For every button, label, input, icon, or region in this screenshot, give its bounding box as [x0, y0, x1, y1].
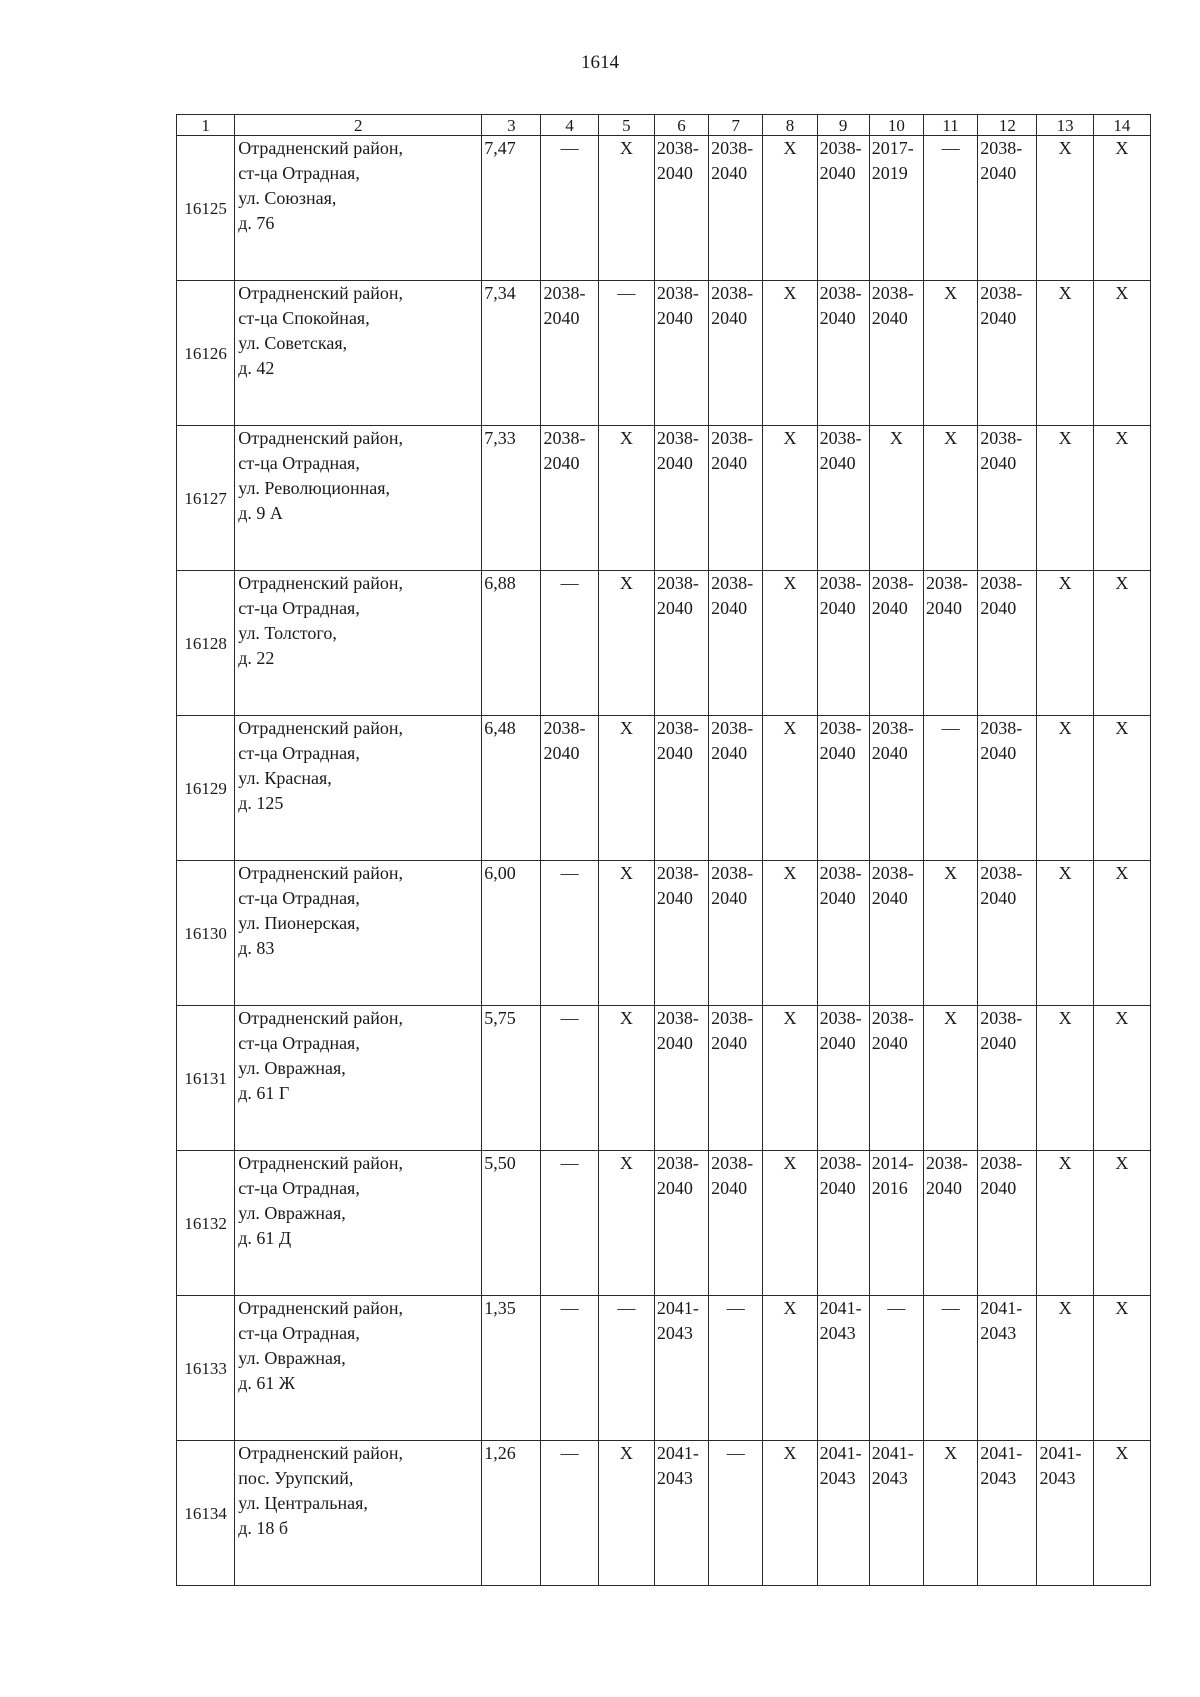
address-cell	[235, 861, 482, 1006]
address-line: ул. Советская,	[238, 333, 348, 353]
cell-c13: X	[1037, 861, 1093, 1006]
cell-c4: —	[541, 136, 598, 281]
cell-c13: X	[1037, 1151, 1093, 1296]
cell-c12: 2041- 2043	[978, 1441, 1037, 1586]
table-row	[177, 136, 1151, 281]
address-line: Отрадненский район,	[238, 1298, 403, 1318]
address-line: Отрадненский район,	[238, 1443, 403, 1463]
cell-c11: 2038- 2040	[924, 1151, 978, 1296]
cell-c11: 2038- 2040	[924, 571, 978, 716]
cell-c6: 2038- 2040	[654, 426, 708, 571]
table-row	[177, 1441, 1151, 1586]
cell-c4: —	[541, 1296, 598, 1441]
cell-c12: 2038- 2040	[978, 136, 1037, 281]
address-line: д. 22	[238, 648, 275, 668]
cell-c4: 2038- 2040	[541, 426, 598, 571]
address-line: ул. Овражная,	[238, 1203, 346, 1223]
address-line: ст-ца Отрадная,	[238, 163, 360, 183]
cell-c12: 2038- 2040	[978, 1151, 1037, 1296]
header-cell: 11	[924, 115, 978, 136]
address-line: ул. Пионерская,	[238, 913, 360, 933]
cell-c13: X	[1037, 426, 1093, 571]
cell-c11: —	[924, 136, 978, 281]
cell-c13: X	[1037, 571, 1093, 716]
address-line: ул. Революционная,	[238, 478, 391, 498]
address-line: ул. Овражная,	[238, 1348, 346, 1368]
address-line: ул. Союзная,	[238, 188, 337, 208]
cell-c3: 6,48	[482, 716, 541, 861]
cell-c5: X	[598, 1441, 654, 1586]
address-line: Отрадненский район,	[238, 1008, 403, 1028]
cell-c11: —	[924, 1296, 978, 1441]
address-line: ул. Толстого,	[238, 623, 337, 643]
cell-c14: X	[1093, 136, 1150, 281]
address-line: пос. Урупский,	[238, 1468, 354, 1488]
cell-c5: X	[598, 716, 654, 861]
header-cell: 10	[869, 115, 923, 136]
cell-c3: 7,34	[482, 281, 541, 426]
address-line: ст-ца Отрадная,	[238, 1033, 360, 1053]
cell-c12: 2038- 2040	[978, 281, 1037, 426]
cell-c14: X	[1093, 1006, 1150, 1151]
cell-c10: 2038- 2040	[869, 281, 923, 426]
header-row	[177, 115, 1151, 136]
address-line: д. 9 А	[238, 503, 283, 523]
address-line: ст-ца Спокойная,	[238, 308, 370, 328]
header-cell: 12	[978, 115, 1037, 136]
row-number: 16132	[177, 1151, 235, 1296]
cell-c4: 2038- 2040	[541, 281, 598, 426]
cell-c13: X	[1037, 1006, 1093, 1151]
address-line: д. 83	[238, 938, 275, 958]
cell-c9: 2041- 2043	[817, 1296, 869, 1441]
cell-c5: —	[598, 281, 654, 426]
cell-c8: X	[763, 281, 817, 426]
cell-c4: —	[541, 571, 598, 716]
cell-c8: X	[763, 1296, 817, 1441]
address-line: ул. Овражная,	[238, 1058, 346, 1078]
address-line: ст-ца Отрадная,	[238, 1323, 360, 1343]
cell-c10: —	[869, 1296, 923, 1441]
registry-table	[176, 114, 1151, 1586]
cell-c12: 2038- 2040	[978, 571, 1037, 716]
cell-c3: 6,88	[482, 571, 541, 716]
cell-c5: X	[598, 571, 654, 716]
row-number: 16134	[177, 1441, 235, 1586]
cell-c6: 2041- 2043	[654, 1296, 708, 1441]
header-cell: 5	[598, 115, 654, 136]
cell-c9: 2038- 2040	[817, 716, 869, 861]
address-line: д. 61 Г	[238, 1083, 290, 1103]
row-number: 16127	[177, 426, 235, 571]
cell-c7: 2038- 2040	[709, 281, 763, 426]
address-cell	[235, 136, 482, 281]
cell-c11: X	[924, 1006, 978, 1151]
cell-c10: 2041- 2043	[869, 1441, 923, 1586]
cell-c13: X	[1037, 281, 1093, 426]
address-line: ст-ца Отрадная,	[238, 743, 360, 763]
row-number: 16129	[177, 716, 235, 861]
cell-c7: 2038- 2040	[709, 716, 763, 861]
cell-c12: 2038- 2040	[978, 426, 1037, 571]
cell-c4: —	[541, 1006, 598, 1151]
header-cell: 9	[817, 115, 869, 136]
cell-c13: 2041- 2043	[1037, 1441, 1093, 1586]
cell-c9: 2038- 2040	[817, 136, 869, 281]
cell-c14: X	[1093, 716, 1150, 861]
cell-c14: X	[1093, 1441, 1150, 1586]
header-cell: 14	[1093, 115, 1150, 136]
cell-c4: —	[541, 861, 598, 1006]
cell-c12: 2038- 2040	[978, 1006, 1037, 1151]
cell-c7: —	[709, 1441, 763, 1586]
table-row	[177, 1296, 1151, 1441]
address-cell	[235, 1441, 482, 1586]
cell-c9: 2041- 2043	[817, 1441, 869, 1586]
address-cell	[235, 426, 482, 571]
cell-c11: X	[924, 1441, 978, 1586]
address-cell	[235, 716, 482, 861]
address-line: Отрадненский район,	[238, 1153, 403, 1173]
cell-c10: 2038- 2040	[869, 1006, 923, 1151]
address-line: д. 76	[238, 213, 275, 233]
cell-c5: X	[598, 861, 654, 1006]
cell-c12: 2038- 2040	[978, 861, 1037, 1006]
cell-c13: X	[1037, 716, 1093, 861]
cell-c7: 2038- 2040	[709, 571, 763, 716]
row-number: 16133	[177, 1296, 235, 1441]
address-line: Отрадненский район,	[238, 863, 403, 883]
row-number: 16131	[177, 1006, 235, 1151]
header-cell: 2	[235, 115, 482, 136]
cell-c6: 2041- 2043	[654, 1441, 708, 1586]
cell-c3: 5,50	[482, 1151, 541, 1296]
cell-c13: X	[1037, 1296, 1093, 1441]
cell-c3: 6,00	[482, 861, 541, 1006]
cell-c11: X	[924, 861, 978, 1006]
header-cell: 1	[177, 115, 235, 136]
address-line: д. 61 Д	[238, 1228, 292, 1248]
cell-c7: 2038- 2040	[709, 861, 763, 1006]
cell-c5: X	[598, 136, 654, 281]
cell-c14: X	[1093, 281, 1150, 426]
row-number: 16128	[177, 571, 235, 716]
cell-c13: X	[1037, 136, 1093, 281]
cell-c11: X	[924, 281, 978, 426]
cell-c5: X	[598, 1006, 654, 1151]
cell-c3: 1,35	[482, 1296, 541, 1441]
cell-c10: X	[869, 426, 923, 571]
table-row	[177, 426, 1151, 571]
cell-c14: X	[1093, 426, 1150, 571]
table-row	[177, 571, 1151, 716]
cell-c8: X	[763, 716, 817, 861]
page-number: 1614	[581, 52, 619, 73]
cell-c3: 5,75	[482, 1006, 541, 1151]
address-line: д. 18 б	[238, 1518, 289, 1538]
cell-c12: 2038- 2040	[978, 716, 1037, 861]
cell-c7: 2038- 2040	[709, 426, 763, 571]
cell-c5: X	[598, 426, 654, 571]
header-cell: 13	[1037, 115, 1093, 136]
cell-c5: —	[598, 1296, 654, 1441]
cell-c9: 2038- 2040	[817, 861, 869, 1006]
cell-c14: X	[1093, 571, 1150, 716]
address-line: ст-ца Отрадная,	[238, 1178, 360, 1198]
cell-c11: X	[924, 426, 978, 571]
cell-c4: 2038- 2040	[541, 716, 598, 861]
address-line: Отрадненский район,	[238, 283, 403, 303]
table-row	[177, 281, 1151, 426]
address-line: ст-ца Отрадная,	[238, 453, 360, 473]
cell-c14: X	[1093, 1151, 1150, 1296]
cell-c10: 2038- 2040	[869, 716, 923, 861]
row-number: 16130	[177, 861, 235, 1006]
cell-c7: —	[709, 1296, 763, 1441]
cell-c6: 2038- 2040	[654, 281, 708, 426]
header-cell: 8	[763, 115, 817, 136]
row-number: 16125	[177, 136, 235, 281]
table-row	[177, 716, 1151, 861]
cell-c6: 2038- 2040	[654, 1006, 708, 1151]
header-cell: 4	[541, 115, 598, 136]
cell-c10: 2038- 2040	[869, 571, 923, 716]
table-row	[177, 1151, 1151, 1296]
header-cell: 3	[482, 115, 541, 136]
cell-c5: X	[598, 1151, 654, 1296]
cell-c3: 7,33	[482, 426, 541, 571]
cell-c4: —	[541, 1151, 598, 1296]
cell-c11: —	[924, 716, 978, 861]
cell-c14: X	[1093, 1296, 1150, 1441]
cell-c3: 7,47	[482, 136, 541, 281]
cell-c7: 2038- 2040	[709, 1006, 763, 1151]
cell-c10: 2017- 2019	[869, 136, 923, 281]
cell-c8: X	[763, 136, 817, 281]
cell-c8: X	[763, 861, 817, 1006]
table-row	[177, 1006, 1151, 1151]
address-line: д. 42	[238, 358, 275, 378]
cell-c6: 2038- 2040	[654, 136, 708, 281]
cell-c9: 2038- 2040	[817, 1151, 869, 1296]
address-line: Отрадненский район,	[238, 573, 403, 593]
cell-c6: 2038- 2040	[654, 1151, 708, 1296]
cell-c9: 2038- 2040	[817, 426, 869, 571]
table-row	[177, 861, 1151, 1006]
address-cell	[235, 281, 482, 426]
cell-c10: 2038- 2040	[869, 861, 923, 1006]
address-line: Отрадненский район,	[238, 428, 403, 448]
address-cell	[235, 1006, 482, 1151]
cell-c6: 2038- 2040	[654, 716, 708, 861]
address-cell	[235, 1151, 482, 1296]
cell-c6: 2038- 2040	[654, 861, 708, 1006]
cell-c8: X	[763, 426, 817, 571]
address-cell	[235, 571, 482, 716]
cell-c6: 2038- 2040	[654, 571, 708, 716]
address-cell	[235, 1296, 482, 1441]
address-line: Отрадненский район,	[238, 138, 403, 158]
address-line: Отрадненский район,	[238, 718, 403, 738]
cell-c7: 2038- 2040	[709, 136, 763, 281]
address-line: ст-ца Отрадная,	[238, 598, 360, 618]
address-line: д. 61 Ж	[238, 1373, 296, 1393]
cell-c9: 2038- 2040	[817, 1006, 869, 1151]
address-line: ул. Красная,	[238, 768, 332, 788]
address-line: ст-ца Отрадная,	[238, 888, 360, 908]
cell-c9: 2038- 2040	[817, 571, 869, 716]
cell-c10: 2014- 2016	[869, 1151, 923, 1296]
row-number: 16126	[177, 281, 235, 426]
cell-c8: X	[763, 571, 817, 716]
cell-c12: 2041- 2043	[978, 1296, 1037, 1441]
cell-c3: 1,26	[482, 1441, 541, 1586]
cell-c7: 2038- 2040	[709, 1151, 763, 1296]
cell-c8: X	[763, 1006, 817, 1151]
cell-c14: X	[1093, 861, 1150, 1006]
cell-c4: —	[541, 1441, 598, 1586]
address-line: д. 125	[238, 793, 284, 813]
table-body	[177, 136, 1151, 1586]
header-cell: 7	[709, 115, 763, 136]
cell-c9: 2038- 2040	[817, 281, 869, 426]
cell-c8: X	[763, 1441, 817, 1586]
address-line: ул. Центральная,	[238, 1493, 368, 1513]
cell-c8: X	[763, 1151, 817, 1296]
header-cell: 6	[654, 115, 708, 136]
